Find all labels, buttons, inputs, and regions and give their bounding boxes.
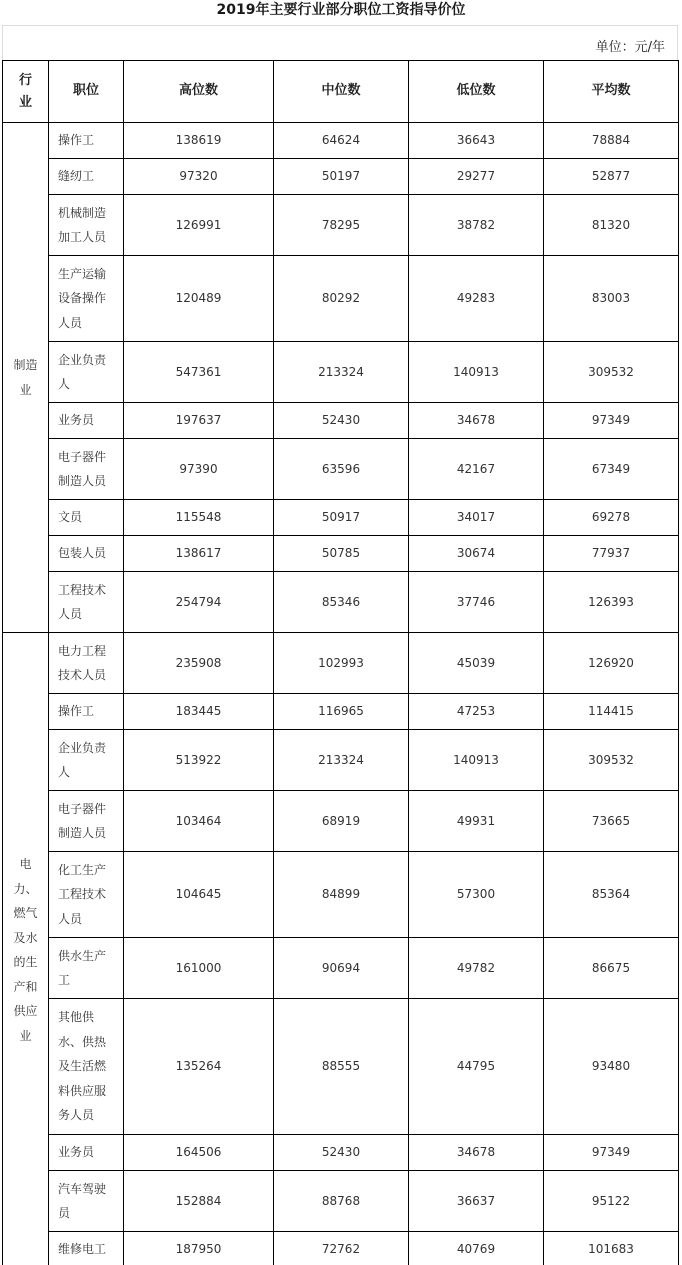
table-row xyxy=(3,791,679,852)
mid-value-cell: 52430 xyxy=(274,403,409,439)
mid-value-cell: 84899 xyxy=(274,852,409,938)
avg-value-cell: 69278 xyxy=(544,500,679,536)
low-value-cell: 30674 xyxy=(409,536,544,572)
table-row xyxy=(3,1232,679,1265)
high-value-cell: 120489 xyxy=(124,256,274,342)
page-title: 2019年主要行业部分职位工资指导价位 xyxy=(216,2,466,18)
low-value-cell: 44795 xyxy=(409,999,544,1135)
high-value-cell: 97320 xyxy=(124,159,274,195)
low-value-cell: 49931 xyxy=(409,791,544,852)
low-value-cell: 34017 xyxy=(409,500,544,536)
avg-value-cell: 67349 xyxy=(544,439,679,500)
header-low: 低位数 xyxy=(409,61,544,123)
low-value-cell: 49782 xyxy=(409,938,544,999)
avg-value-cell: 73665 xyxy=(544,791,679,852)
table-row xyxy=(3,1135,679,1171)
avg-value-cell: 309532 xyxy=(544,730,679,791)
unit-bar xyxy=(2,25,678,60)
mid-value-cell: 85346 xyxy=(274,572,409,633)
mid-value-cell: 63596 xyxy=(274,439,409,500)
avg-value-cell: 85364 xyxy=(544,852,679,938)
high-value-cell: 254794 xyxy=(124,572,274,633)
mid-value-cell: 72762 xyxy=(274,1232,409,1265)
table-row xyxy=(3,403,679,439)
avg-value-cell: 97349 xyxy=(544,403,679,439)
header-position: 职位 xyxy=(49,61,124,123)
wage-table xyxy=(2,60,679,1265)
mid-value-cell: 68919 xyxy=(274,791,409,852)
avg-value-cell: 86675 xyxy=(544,938,679,999)
table-row xyxy=(3,500,679,536)
header-row xyxy=(3,61,679,123)
avg-value-cell: 114415 xyxy=(544,694,679,730)
position-cell: 化工生产工程技术人员 xyxy=(49,852,124,938)
mid-value-cell: 80292 xyxy=(274,256,409,342)
avg-value-cell: 97349 xyxy=(544,1135,679,1171)
high-value-cell: 152884 xyxy=(124,1171,274,1232)
avg-value-cell: 78884 xyxy=(544,123,679,159)
position-cell: 供水生产工 xyxy=(49,938,124,999)
table-row xyxy=(3,439,679,500)
high-value-cell: 197637 xyxy=(124,403,274,439)
position-cell: 文员 xyxy=(49,500,124,536)
table-row xyxy=(3,938,679,999)
high-value-cell: 183445 xyxy=(124,694,274,730)
table-row xyxy=(3,195,679,256)
mid-value-cell: 50785 xyxy=(274,536,409,572)
table-row xyxy=(3,159,679,195)
low-value-cell: 36643 xyxy=(409,123,544,159)
position-cell: 企业负责人 xyxy=(49,730,124,791)
high-value-cell: 235908 xyxy=(124,633,274,694)
avg-value-cell: 81320 xyxy=(544,195,679,256)
mid-value-cell: 102993 xyxy=(274,633,409,694)
position-cell: 工程技术人员 xyxy=(49,572,124,633)
avg-value-cell: 309532 xyxy=(544,342,679,403)
low-value-cell: 47253 xyxy=(409,694,544,730)
mid-value-cell: 78295 xyxy=(274,195,409,256)
avg-value-cell: 101683 xyxy=(544,1232,679,1265)
mid-value-cell: 50917 xyxy=(274,500,409,536)
table-row xyxy=(3,852,679,938)
high-value-cell: 161000 xyxy=(124,938,274,999)
position-cell: 汽车驾驶员 xyxy=(49,1171,124,1232)
position-cell: 其他供水、供热及生活燃料供应服务人员 xyxy=(49,999,124,1135)
position-cell: 业务员 xyxy=(49,1135,124,1171)
avg-value-cell: 93480 xyxy=(544,999,679,1135)
avg-value-cell: 83003 xyxy=(544,256,679,342)
mid-value-cell: 213324 xyxy=(274,730,409,791)
low-value-cell: 49283 xyxy=(409,256,544,342)
table-row xyxy=(3,256,679,342)
high-value-cell: 126991 xyxy=(124,195,274,256)
table-row xyxy=(3,123,679,159)
unit-label: 单位：元/年 xyxy=(595,40,665,55)
low-value-cell: 42167 xyxy=(409,439,544,500)
table-row xyxy=(3,536,679,572)
mid-value-cell: 50197 xyxy=(274,159,409,195)
mid-value-cell: 88768 xyxy=(274,1171,409,1232)
position-cell: 机械制造加工人员 xyxy=(49,195,124,256)
position-cell: 生产运输设备操作人员 xyxy=(49,256,124,342)
low-value-cell: 36637 xyxy=(409,1171,544,1232)
low-value-cell: 34678 xyxy=(409,1135,544,1171)
position-cell: 电子器件制造人员 xyxy=(49,791,124,852)
position-cell: 维修电工 xyxy=(49,1232,124,1265)
mid-value-cell: 116965 xyxy=(274,694,409,730)
low-value-cell: 38782 xyxy=(409,195,544,256)
high-value-cell: 547361 xyxy=(124,342,274,403)
mid-value-cell: 88555 xyxy=(274,999,409,1135)
position-cell: 操作工 xyxy=(49,123,124,159)
low-value-cell: 37746 xyxy=(409,572,544,633)
avg-value-cell: 126393 xyxy=(544,572,679,633)
avg-value-cell: 52877 xyxy=(544,159,679,195)
header-high: 高位数 xyxy=(124,61,274,123)
position-cell: 电子器件制造人员 xyxy=(49,439,124,500)
position-cell: 企业负责人 xyxy=(49,342,124,403)
high-value-cell: 513922 xyxy=(124,730,274,791)
industry-cell: 制造业 xyxy=(3,123,49,633)
low-value-cell: 57300 xyxy=(409,852,544,938)
position-cell: 操作工 xyxy=(49,694,124,730)
mid-value-cell: 52430 xyxy=(274,1135,409,1171)
industry-cell: 电力、燃气及水的生产和供应业 xyxy=(3,633,49,1265)
high-value-cell: 104645 xyxy=(124,852,274,938)
high-value-cell: 115548 xyxy=(124,500,274,536)
table-body xyxy=(3,123,679,1265)
low-value-cell: 140913 xyxy=(409,730,544,791)
table-row xyxy=(3,1171,679,1232)
low-value-cell: 34678 xyxy=(409,403,544,439)
position-cell: 业务员 xyxy=(49,403,124,439)
high-value-cell: 187950 xyxy=(124,1232,274,1265)
high-value-cell: 164506 xyxy=(124,1135,274,1171)
mid-value-cell: 213324 xyxy=(274,342,409,403)
mid-value-cell: 90694 xyxy=(274,938,409,999)
table-row xyxy=(3,572,679,633)
low-value-cell: 45039 xyxy=(409,633,544,694)
position-cell: 电力工程技术人员 xyxy=(49,633,124,694)
table-row xyxy=(3,342,679,403)
low-value-cell: 40769 xyxy=(409,1232,544,1265)
low-value-cell: 29277 xyxy=(409,159,544,195)
position-cell: 包装人员 xyxy=(49,536,124,572)
high-value-cell: 97390 xyxy=(124,439,274,500)
high-value-cell: 138619 xyxy=(124,123,274,159)
header-avg: 平均数 xyxy=(544,61,679,123)
position-cell: 缝纫工 xyxy=(49,159,124,195)
table-row xyxy=(3,694,679,730)
high-value-cell: 138617 xyxy=(124,536,274,572)
high-value-cell: 103464 xyxy=(124,791,274,852)
mid-value-cell: 64624 xyxy=(274,123,409,159)
header-mid: 中位数 xyxy=(274,61,409,123)
avg-value-cell: 77937 xyxy=(544,536,679,572)
table-row xyxy=(3,633,679,694)
low-value-cell: 140913 xyxy=(409,342,544,403)
avg-value-cell: 95122 xyxy=(544,1171,679,1232)
table-row xyxy=(3,730,679,791)
avg-value-cell: 126920 xyxy=(544,633,679,694)
table-row xyxy=(3,999,679,1135)
header-industry: 行业 xyxy=(3,61,49,123)
high-value-cell: 135264 xyxy=(124,999,274,1135)
